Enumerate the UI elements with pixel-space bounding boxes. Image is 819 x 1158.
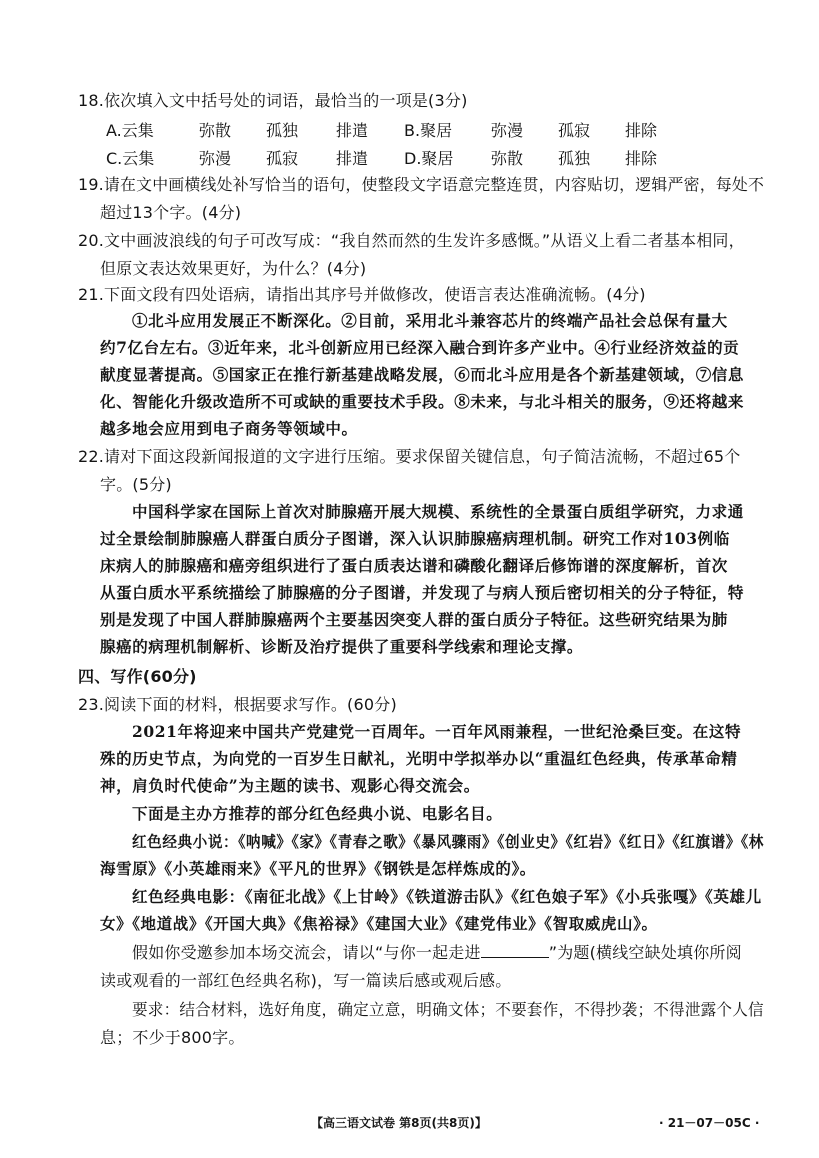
q18-option-a-word1: A.云集 [106, 121, 154, 140]
q23-material-line: 殊的历史节点，为向党的一百岁生日献礼，光明中学拟举办以“重温红色经典，传承革命精 [100, 749, 738, 768]
q18-option-b-word3: 孤寂 [558, 121, 591, 140]
page-footer: 【高三语文试卷 第8页(共8页)】 [311, 1116, 487, 1130]
q23-prompt-part: 假如你受邀参加本场交流会，请以“与你一起走进 [132, 943, 481, 962]
q20-line: 但原文表达效果更好，为什么？(4分) [100, 259, 367, 278]
q22-passage-line: 腺癌的病理机制解析、诊断及治疗提供了重要科学线索和理论支撑。 [100, 637, 584, 656]
q21-passage-line: 化、智能化升级改造所不可或缺的重要技术手段。⑧未来，与北斗相关的服务，⑨还将越来 [100, 392, 745, 411]
q18-option-a-word4: 排遣 [336, 121, 369, 140]
q18-option-c-word4: 排遣 [336, 149, 369, 168]
title-blank [481, 945, 549, 958]
q23-requirement-line: 要求：结合材料，选好角度，确定立意，明确文体；不要套作，不得抄袭；不得泄露个人信 [132, 1000, 764, 1019]
q21-passage-line: 约7亿台左右。③近年来，北斗创新应用已经深入融合到许多产业中。④行业经济效益的贡 [100, 338, 740, 357]
q18-option-c-word1: C.云集 [106, 149, 155, 168]
q18-option-c-word2: 弥漫 [199, 149, 232, 168]
q23-material-line: 2021年将迎来中国共产党建党一百周年。一百年风雨兼程，一世纪沧桑巨变。在这特 [132, 722, 742, 741]
q23-material-line: 海雪原》《小英雄雨来》《平凡的世界》《钢铁是怎样炼成的》。 [100, 859, 536, 878]
q18-option-a-word2: 弥散 [199, 121, 232, 140]
q22-passage-line: 床病人的肺腺癌和癌旁组织进行了蛋白质表达谱和磷酸化翻译后修饰谱的深度解析，首次 [100, 556, 728, 575]
q21-stem: 21.下面文段有四处语病，请指出其序号并做修改，使语言表达准确流畅。(4分) [78, 285, 646, 304]
q23-prompt-part: ”为题(横线空缺处填你所阅 [548, 943, 742, 962]
q21-passage-line: ①北斗应用发展正不断深化。②目前，采用北斗兼容芯片的终端产品社会总保有量大 [132, 311, 728, 330]
q23-material-line: 红色经典电影：《南征北战》《上甘岭》《铁道游击队》《红色娘子军》《小兵张嘎》《英雄儿 [132, 887, 762, 906]
q22-passage-line: 中国科学家在国际上首次对肺腺癌开展大规模、系统性的全景蛋白质组学研究，力求通 [132, 502, 744, 521]
q21-passage-line: 献度显著提高。⑤国家正在推行新基建战略发展，⑥而北斗应用是各个新基建领域，⑦信息 [100, 365, 745, 384]
q18-options-row2 [0, 146, 819, 168]
q18-option-d-word2: 弥散 [491, 149, 524, 168]
q23-material-line: 下面是主办方推荐的部分红色经典小说、电影名目。 [132, 804, 503, 823]
q21-passage-line: 越多地会应用到电子商务等领域中。 [100, 419, 358, 438]
q18-option-c-word3: 孤寂 [266, 149, 299, 168]
q23-material-line: 女》《地道战》《开国大典》《焦裕禄》《建国大业》《建党伟业》《智取威虎山》。 [100, 914, 658, 933]
section-heading: 四、写作(60分) [78, 667, 197, 686]
q22-passage-line: 过全景绘制肺腺癌人群蛋白质分子图谱，深入认识肺腺癌病理机制。研究工作对103例临 [100, 529, 730, 548]
q23-prompt-line: 读或观看的一部红色经典名称)，写一篇读后感或观后感。 [100, 971, 512, 990]
q20-line: 20.文中画波浪线的句子可改写成：“我自然而然的生发许多感慨。”从语义上看二者基本相同， [78, 231, 745, 250]
q18-option-d-word1: D.聚居 [404, 149, 454, 168]
q19-line: 超过13个字。(4分) [100, 203, 242, 222]
q19-line: 19.请在文中画横线处补写恰当的语句，使整段文字语意完整连贯，内容贴切，逻辑严密，每处不 [78, 175, 765, 194]
q23-prompt-line [132, 940, 742, 963]
q18-option-b-word4: 排除 [625, 121, 658, 140]
q18-option-a-word3: 孤独 [266, 121, 299, 140]
q23-stem: 23.阅读下面的材料，根据要求写作。(60分) [78, 695, 397, 714]
q23-requirement-line: 息；不少于800字。 [100, 1028, 245, 1047]
q23-material-line: 神，肩负时代使命”为主题的读书、观影心得交流会。 [100, 776, 480, 795]
q18-option-d-word4: 排除 [625, 149, 658, 168]
q22-stem-line: 字。(5分) [100, 475, 172, 494]
q22-passage-line: 从蛋白质水平系统描绘了肺腺癌的分子图谱，并发现了与病人预后密切相关的分子特征，特 [100, 583, 745, 602]
q18-option-d-word3: 孤独 [558, 149, 591, 168]
q18-stem: 18.依次填入文中括号处的词语，最恰当的一项是(3分) [78, 91, 468, 110]
q18-option-b-word1: B.聚居 [404, 121, 453, 140]
exam-code: · 21－07－05C · [659, 1116, 760, 1130]
q22-stem-line: 22.请对下面这段新闻报道的文字进行压缩。要求保留关键信息，句子简洁流畅，不超过65个 [78, 447, 741, 466]
q23-material-line: 红色经典小说：《呐喊》《家》《青春之歌》《暴风骤雨》《创业史》《红岩》《红日》《红旗谱》《林 [132, 832, 764, 851]
q22-passage-line: 别是发现了中国人群肺腺癌两个主要基因突变人群的蛋白质分子特征。这些研究结果为肺 [100, 610, 728, 629]
q18-option-b-word2: 弥漫 [491, 121, 524, 140]
q18-options-row1 [0, 118, 819, 140]
